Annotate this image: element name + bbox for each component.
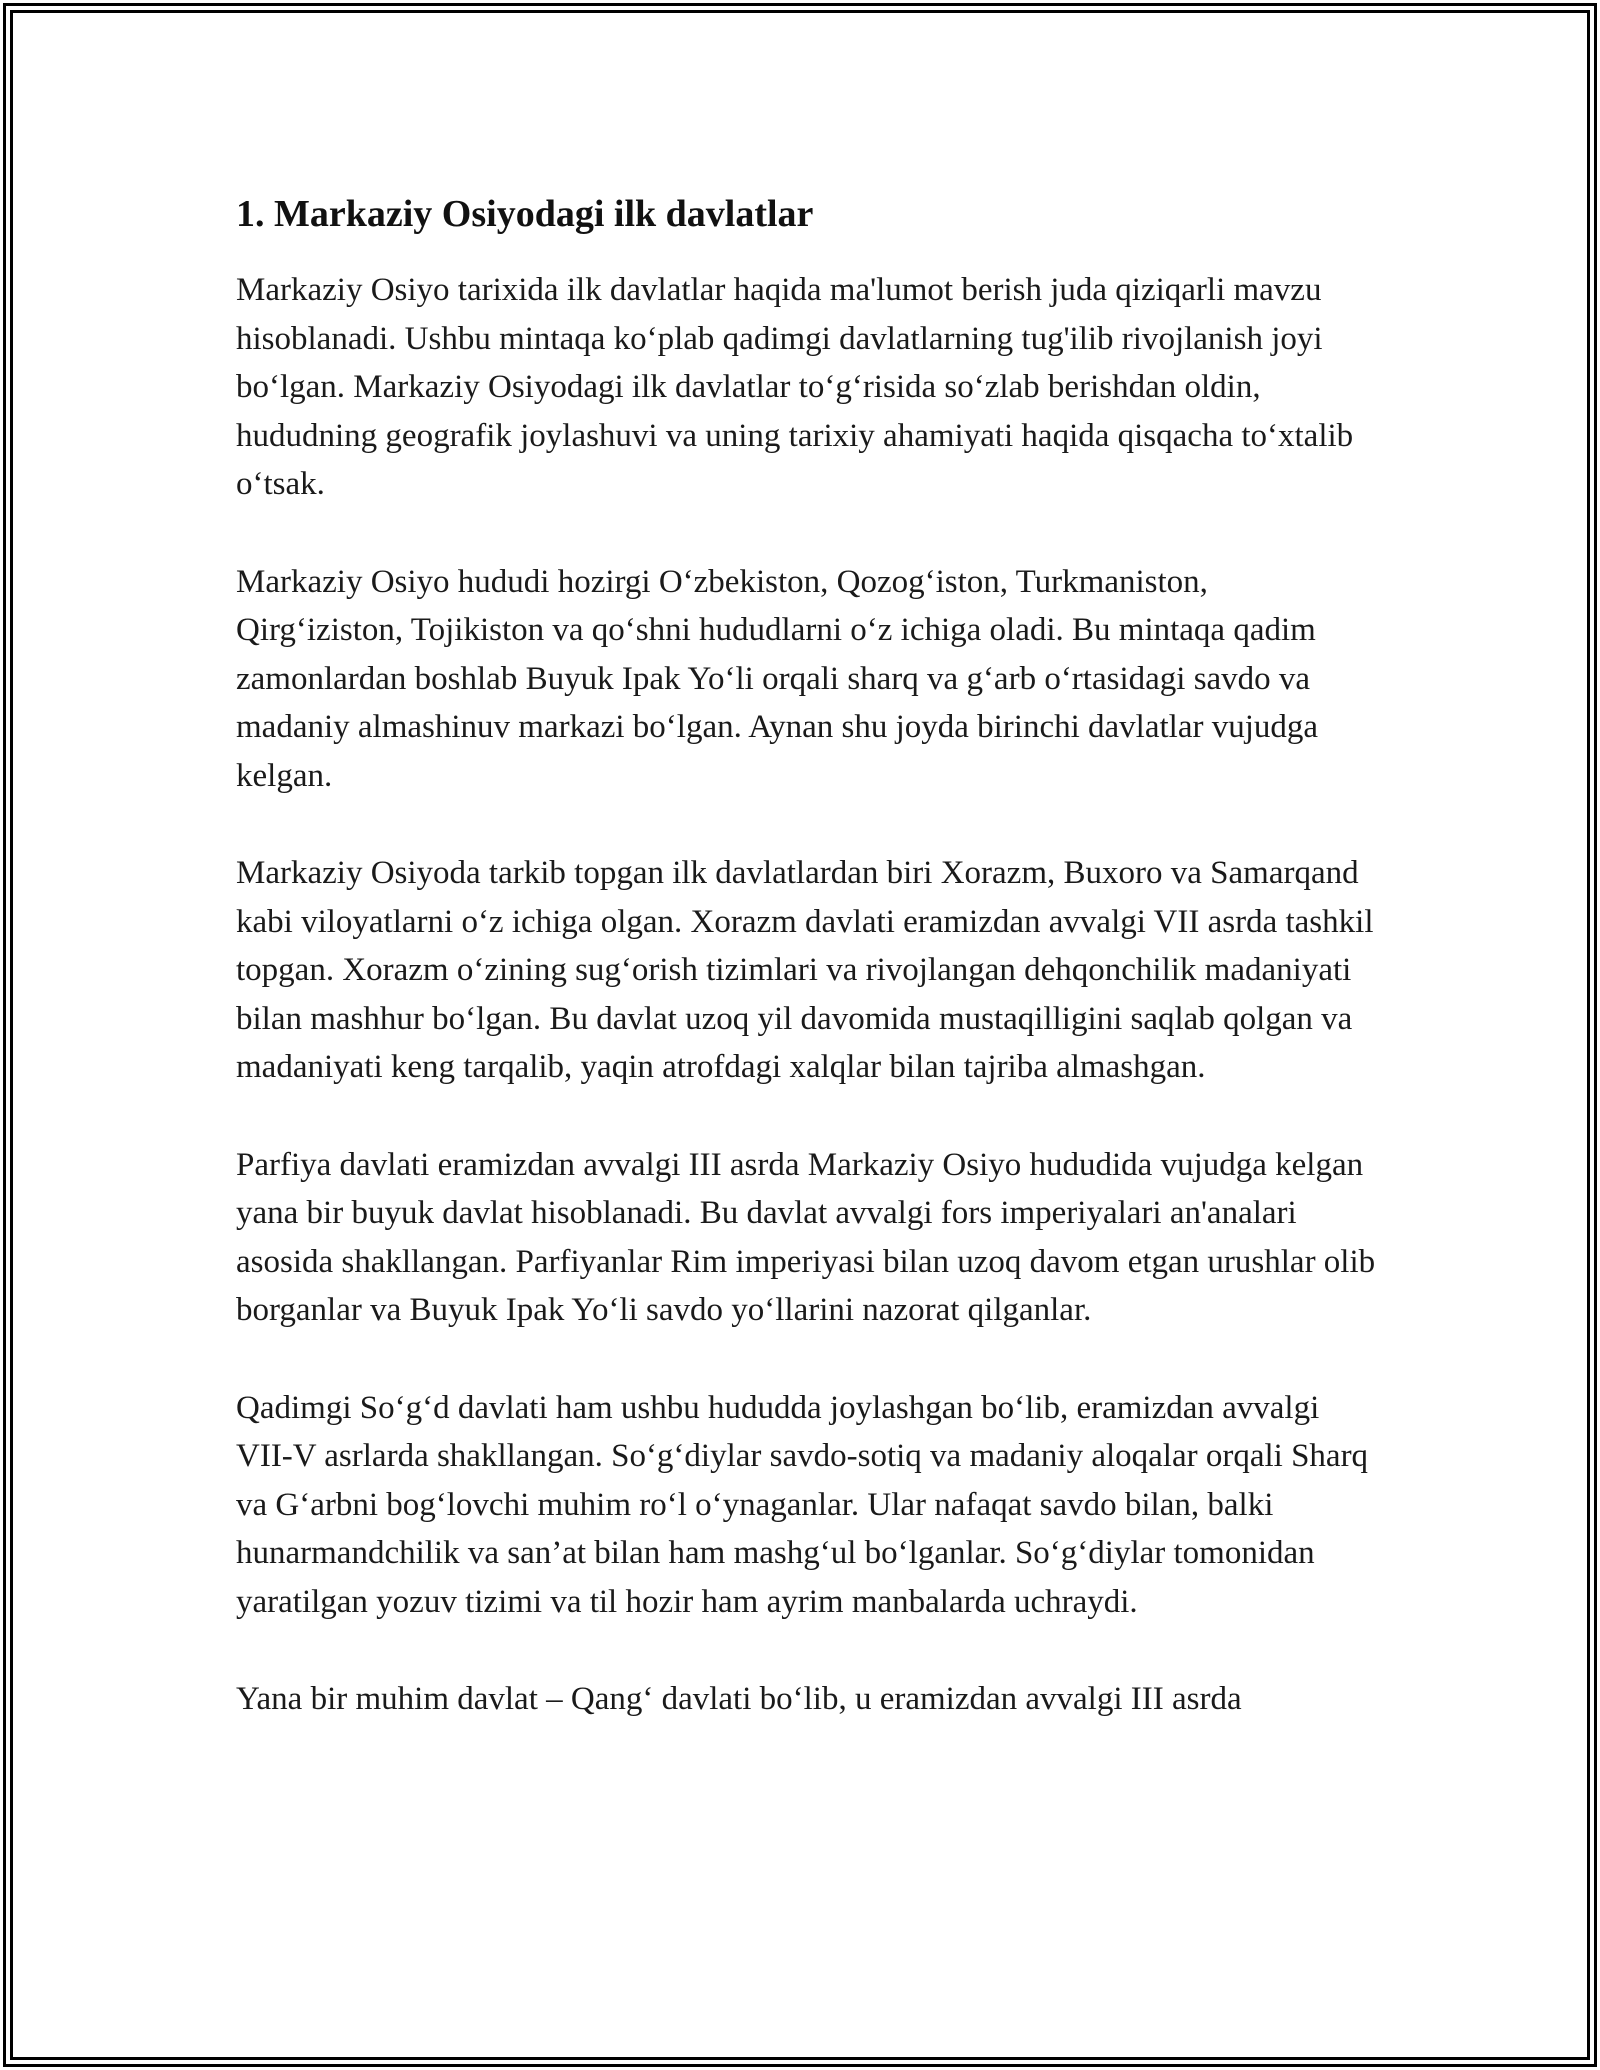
paragraph-1: Markaziy Osiyo tarixida ilk davlatlar haqida ma'lumot berish juda qiziqarli mavzu hisoblanadi. Ushbu mintaqa ko‘plab qadimgi davlatlarning tug'ilib rivojlanish joyi bo‘lgan. Markaziy Osiyodagi ilk davlatlar to‘g‘risida so‘zlab berishdan oldin, hududning geografik joylashuvi va uning tarixiy ahamiyati haqida qisqacha to‘xtalib o‘tsak. [236, 272, 1354, 502]
section-heading: 1. Markaziy Osiyodagi ilk davlatlar [236, 193, 814, 235]
document-content [236, 188, 1376, 1773]
paragraph-4: Parfiya davlati eramizdan avvalgi III asrda Markaziy Osiyo hududida vujudga kelgan yana bir buyuk davlat hisoblanadi. Bu davlat avvalgi fors imperiyalari an'analari asosida shakllangan. Parfiyanlar Rim imperiyasi bilan uzoq davom etgan urushlar olib borganlar va Buyuk Ipak Yo‘li savdo yo‘llarini nazorat qilganlar. [236, 1146, 1376, 1328]
paragraph-6: Yana bir muhim davlat – Qang‘ davlati bo‘lib, u eramizdan avvalgi III asrda [236, 1681, 1242, 1717]
paragraph-5: Qadimgi So‘g‘d davlati ham ushbu hududda joylashgan bo‘lib, eramizdan avvalgi VII-V asrlarda shakllangan. So‘g‘diylar savdo-sotiq va madaniy aloqalar orqali Sharq va G‘arbni bog‘lovchi muhim ro‘l o‘ynaganlar. Ular nafaqat savdo bilan, balki hunarmandchilik va san’at bilan ham mashg‘ul bo‘lganlar. So‘g‘diylar tomonidan yaratilgan yozuv tizimi va til hozir ham ayrim manbalarda uchraydi. [236, 1389, 1369, 1620]
paragraph-3: Markaziy Osiyoda tarkib topgan ilk davlatlardan biri Xorazm, Buxoro va Samarqand kabi viloyatlarni o‘z ichiga olgan. Xorazm davlati eramizdan avvalgi VII asrda tashkil topgan. Xorazm o‘zining sug‘orish tizimlari va rivojlangan dehqonchilik madaniyati bilan mashhur bo‘lgan. Bu davlat uzoq yil davomida mustaqilligini saqlab qolgan va madaniyati keng tarqalib, yaqin atrofdagi xalqlar bilan tajriba almashgan. [236, 855, 1374, 1085]
paragraph-2: Markaziy Osiyo hududi hozirgi O‘zbekiston, Qozog‘iston, Turkmaniston, Qirg‘iziston, Tojikiston va qo‘shni hududlarni o‘z ichiga oladi. Bu mintaqa qadim zamonlardan boshlab Buyuk Ipak Yo‘li orqali sharq va g‘arb o‘rtasidagi savdo va madaniy almashinuv markazi bo‘lgan. Aynan shu joyda birinchi davlatlar vujudga kelgan. [236, 563, 1319, 794]
